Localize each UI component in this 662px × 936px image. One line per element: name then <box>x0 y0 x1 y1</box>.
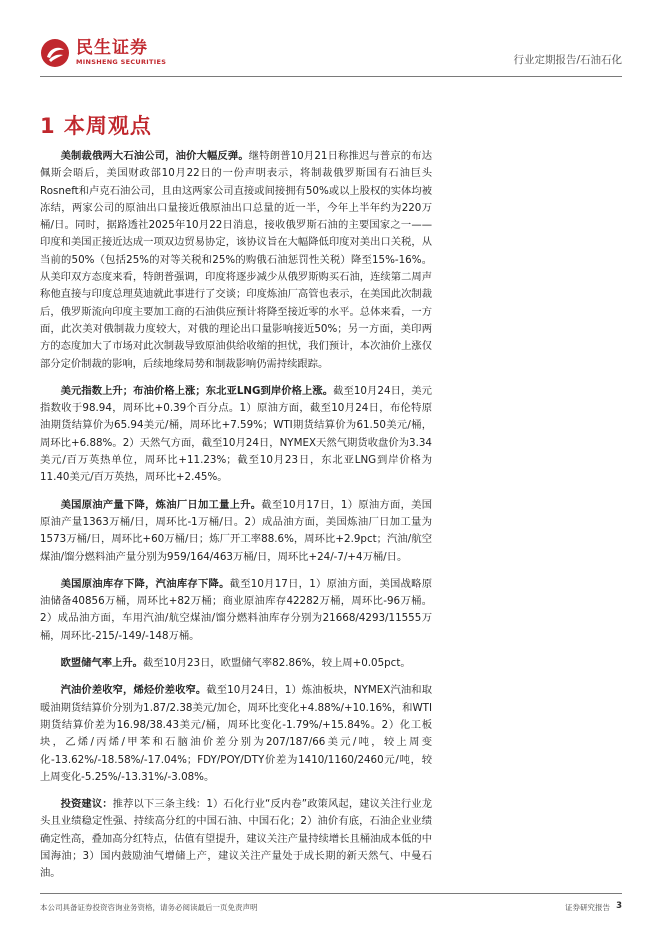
footer-doc-type: 证券研究报告 <box>565 903 610 912</box>
paragraph-body: 截至10月23日，欧盟储气率82.86%，较上周+0.05pct。 <box>142 657 411 670</box>
report-type-label: 行业定期报告/石油石化 <box>513 54 622 66</box>
paragraph-lead: 美国原油库存下降，汽油库存下降。 <box>60 577 230 590</box>
paragraph-body: 推荐以下三条主线：1）石化行业“反内卷”政策风起，建议关注行业龙头且业绩稳定性强、持续高分红的中国石油、中国石化；2）油价有底，石油企业业绩确定性高，叠加高分红特点，估值有望提升，建议关注产量持续增长且桶油成本低的中国海油；3）国内鼓励油气增储上产，建议关注产量处于成长期的新天然气、中曼石油。 <box>40 798 432 880</box>
footer-divider <box>40 893 622 894</box>
paragraph-sanctions <box>40 148 432 373</box>
report-body <box>40 148 432 893</box>
paragraph-lead: 投资建议： <box>60 798 113 811</box>
paragraph-body: 截至10月24日，1）炼油板块，NYMEX汽油和取暖油期货结算价分别为1.87/2.38美元/加仑，周环比变化+4.88%/+10.16%，和WTI期货结算价差为16.98/38.43美元/桶，周环比变化-1.79%/+15.84%。2）化工板块，乙烯/丙烯/甲苯和石脑油价差分别为207/187/66美元/吨，较上周变化-13.62%/-18.58%/-17.04%；FDY/POY/DTY价差为1410/1160/2460元/吨，较上周变化-5.25%/-13.31%/-3.08%。 <box>40 684 432 783</box>
minsheng-logo-icon <box>40 38 70 68</box>
page-header <box>40 38 622 72</box>
paragraph-inventory <box>40 576 432 645</box>
paragraph-body: 截至10月17日，1）原油方面，美国战略原油储备40856万桶，周环比+82万桶；商业原油库存42282万桶，周环比-96万桶。2）成品油方面，车用汽油/航空煤油/馏分燃料油库存分别为21668/4293/11555万桶，周环比-215/-149/-148万桶。 <box>40 577 433 642</box>
paragraph-lead: 美元指数上升；布油价格上涨；东北亚LNG到岸价格上涨。 <box>60 384 334 397</box>
paragraph-lead: 汽油价差收窄，烯烃价差收窄。 <box>60 684 207 697</box>
paragraph-spreads <box>40 682 432 786</box>
header-divider <box>40 76 622 77</box>
paragraph-body: 继特朗普10月21日称推迟与普京的布达佩斯会晤后，美国财政部10月22日的一份声明表示，将制裁俄罗斯国有石油巨头Rosneft和卢克石油公司，且由这两家公司直接或间接拥有50%或以上股权的实体均被冻结，两家公司的原油出口量接近俄原油出口总量的近一半，今年上半年约为220万桶/日。同时，据路透社2025年10月22日消息，接收俄罗斯石油的主要国家之一——印度和美国正接近达成一项双边贸易协定，该协议旨在大幅降低印度对美出口关税，从当前的50%（包括25%的对等关税和25%的购俄石油惩罚性关税）降至15%-16%。从美印双方态度来看，特朗普强调，印度将逐步减少从俄罗斯购买石油，连续第二周声称他直接与印度总理莫迪就此事进行了交谈；印度炼油厂高管也表示，在美国此次制裁后，俄罗斯流向印度主要加工商的石油供应预计将降至接近零的水平。总体来看，一方面，此次美对俄制裁力度较大，对俄的理论出口量影响接近50%；另一方面，美印两方的态度加大了市场对此次制裁导致原油供给收缩的担忧，我们预计，本次油价上涨仅部分定价制裁的影响，后续地缘局势和制裁影响仍需持续跟踪。 <box>40 150 432 370</box>
paragraph-lead: 美国原油产量下降，炼油厂日加工量上升。 <box>60 498 262 511</box>
paragraph-body: 截至10月24日，美元指数收于98.94，周环比+0.39个百分点。1）原油方面，截至10月24日，布伦特原油期货结算价为65.94美元/桶，周环比+7.59%；WTI期货结算价为61.50美元/桶，周环比+6.88%。2）天然气方面，截至10月24日，NYMEX天然气期货收盘价为3.34美元/百万英热单位，周环比+11.23%；截至10月23日，东北亚LNG到岸价格为11.40美元/百万英热，周环比+2.45%。 <box>40 384 432 484</box>
paragraph-gas-storage <box>40 655 432 672</box>
paragraph-prices <box>40 383 432 487</box>
paragraph-lead: 欧盟储气率上升。 <box>60 657 143 670</box>
company-logo <box>40 38 166 68</box>
logo-english-name: MINSHENG SECURITIES <box>76 58 167 67</box>
logo-chinese-name: 民生证券 <box>76 38 148 59</box>
page-number: 3 <box>616 901 622 911</box>
footer-disclaimer: 本公司具备证券投资咨询业务资格，请务必阅读最后一页免责声明 <box>40 903 258 912</box>
paragraph-investment-advice <box>40 796 432 882</box>
section-title: 1 本周观点 <box>40 114 152 138</box>
paragraph-production <box>40 497 432 566</box>
paragraph-body: 截至10月17日，1）原油方面，美国原油产量1363万桶/日，周环比-1万桶/日。2）成品油方面，美国炼油厂日加工量为1573万桶/日，周环比+60万桶/日；炼厂开工率88.6%，周环比+2.9pct；汽油/航空煤油/馏分燃料油产量分别为959/164/463万桶/日，周环比+24/-7/+4万桶/日。 <box>40 498 432 563</box>
paragraph-lead: 美制裁俄两大石油公司，油价大幅反弹。 <box>60 150 249 162</box>
